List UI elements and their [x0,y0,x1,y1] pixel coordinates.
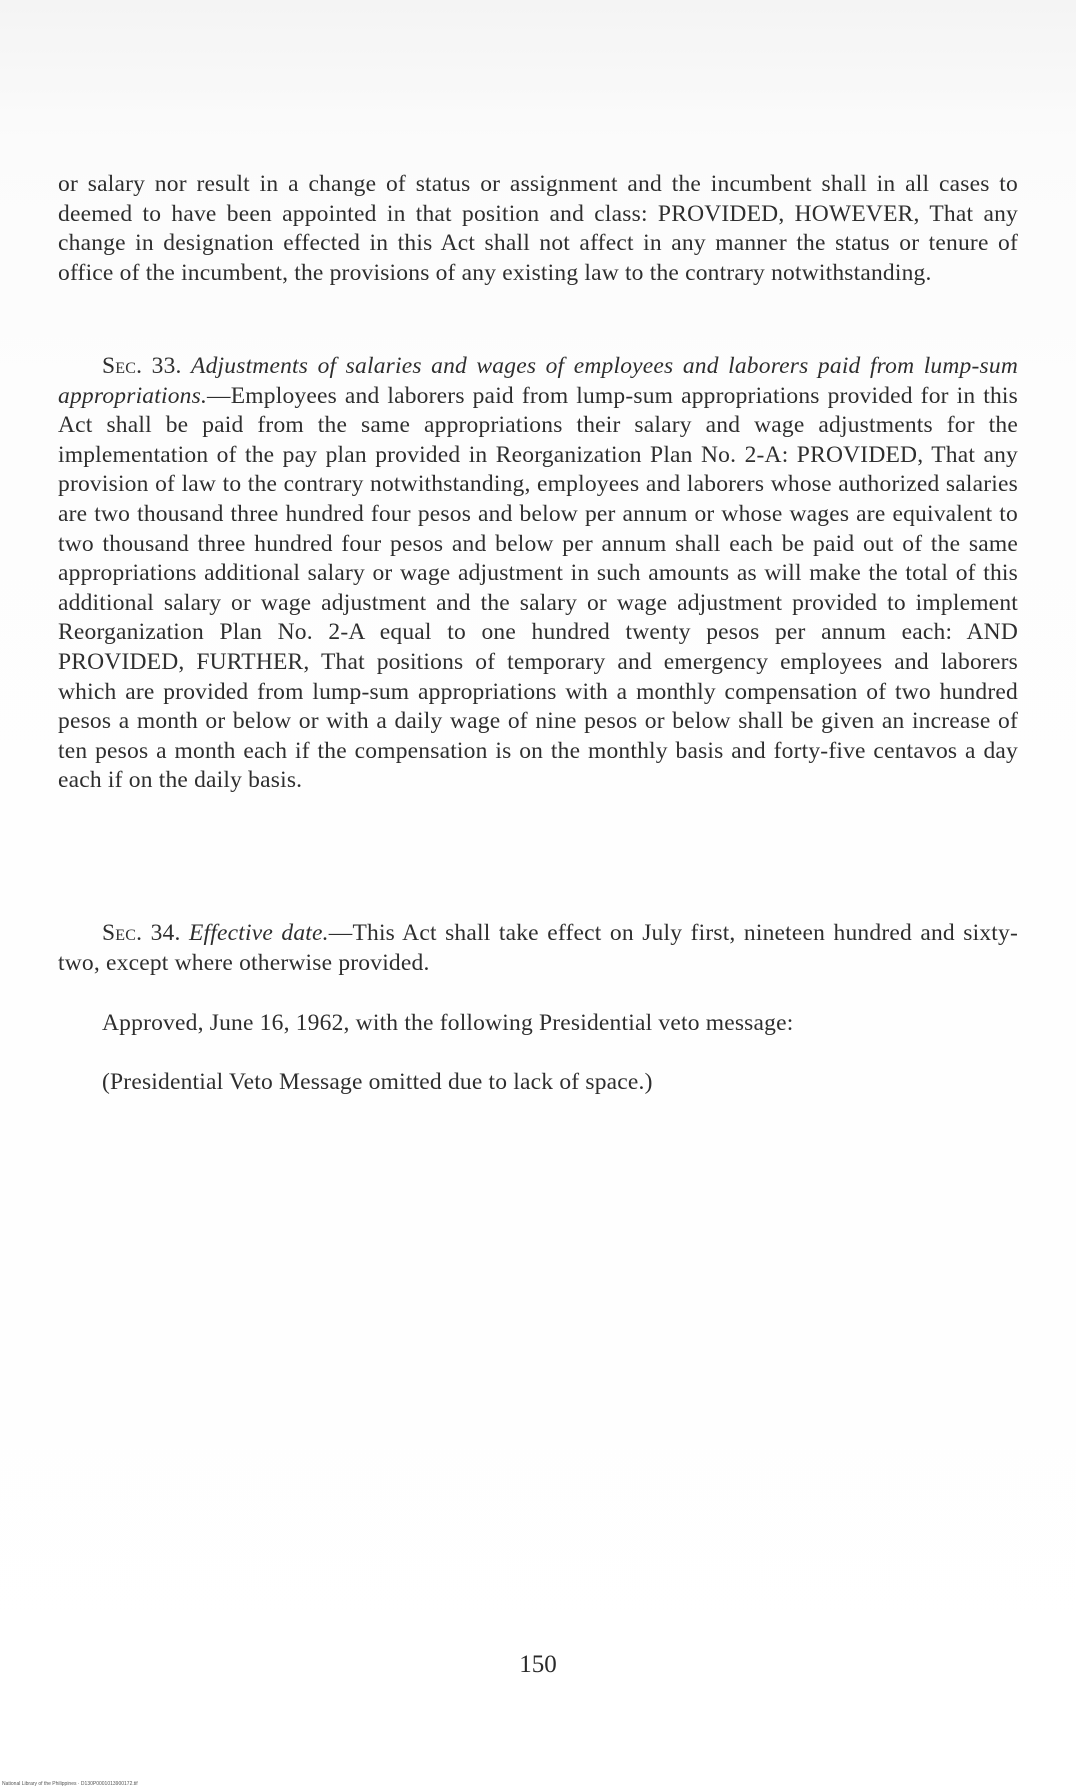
section-heading: Effective date. [189,920,329,946]
veto-text: (Presidential Veto Message omitted due to lack of space.) [102,1069,653,1095]
section-body: —Employees and laborers paid from lump-sum appropriations provided for in this Act shall be paid from the same appropriations their salary and wage adjustments for the implementation of the pay plan provided in Reorganization Plan No. 2-A: PROVIDED, That any provision of law to the contrary notwithstanding, employees and laborers whose authorized salaries are two thousand three hundred four pesos and below per annum or whose wages are equivalent to two thousand three hundred four pesos and below per annum shall each be paid out of the same appropriations additional salary or wage adjustment in such amounts as will make the total of this additional salary or wage adjustment and the salary or wage adjustment provided to implement Reorganization Plan No. 2-A equal to one hundred twenty pesos per annum each: AND PROVIDED, FURTHER, That positions of temporary and emergency employees and laborers which are provided from lump-sum appropriations with a monthly compensation of two hundred pesos a month or below or with a daily wage of nine pesos or below shall be given an increase of ten pesos a month each if the compensation is on the monthly basis and forty-five centavos a day each if on the daily basis. [58,382,1018,794]
section-number: Sec. 34. [102,920,181,946]
approval-text: Approved, June 16, 1962, with the following Presidential veto message: [102,1010,794,1036]
page-number: 150 [519,1651,557,1678]
paragraph-continuation [58,170,1018,288]
approval-note [58,1009,1018,1039]
paragraph-text: or salary nor result in a change of status or assignment and the incumbent shall in all cases to deemed to have been appointed in that position and class: PROVIDED, HOWEVER, That any change in designation effected in this Act shall not affect in any manner the status or tenure of office of the incumbent, the provisions of any existing law to the contrary notwithstanding. [58,171,1018,286]
section-33-paragraph [58,352,1018,796]
section-number: Sec. 33. [102,353,182,379]
veto-note [58,1068,1018,1098]
section-34 [58,919,1018,978]
section-body: —This Act shall take effect on July first, nineteen hundred and sixty-two, except where otherwise provided. [58,920,1019,976]
scan-footer-note: National Library of the Philippines · D130P0001013900172.tif [2,1781,138,1787]
section-heading: Adjustments of salaries and wages of employees and laborers paid from lump-sum appropriations. [58,353,1018,409]
section-33 [58,352,1018,796]
section-34-paragraph [58,919,1018,978]
